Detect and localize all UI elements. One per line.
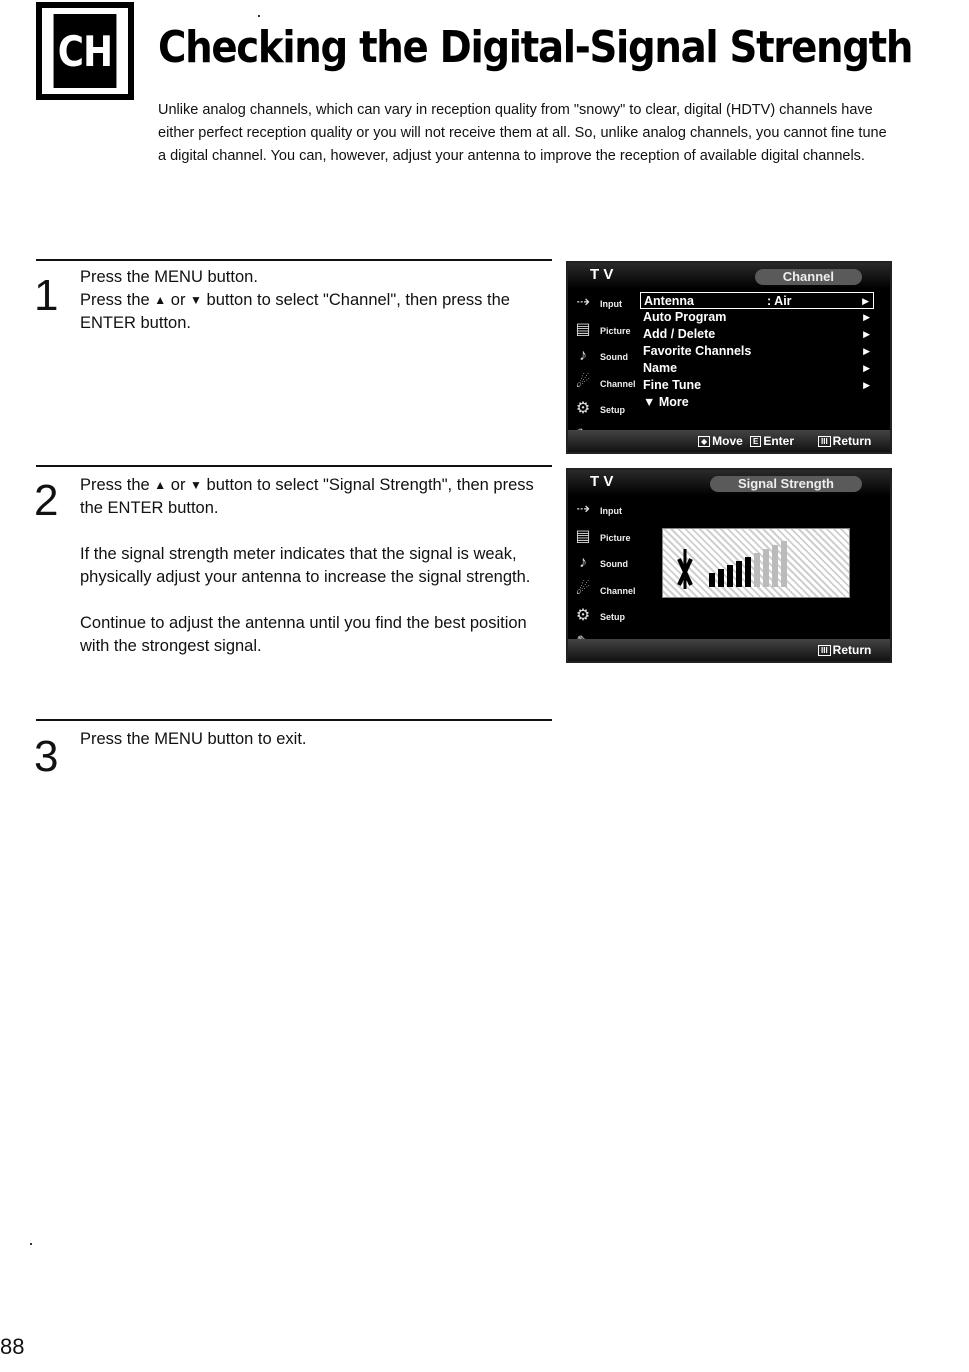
step-2-para-2: If the signal strength meter indicates that the signal is weak, physically adjust your antenna to increase the signal strength. <box>80 545 531 586</box>
channel-icon: ☄ <box>575 580 591 598</box>
step-3-line-1: Press the MENU button to exit. <box>80 730 307 748</box>
move-hint: ◆ Move <box>698 434 743 448</box>
signal-bar <box>718 569 724 587</box>
osd-menu-title: Signal Strength <box>710 476 862 492</box>
osd-menu-item-name[interactable]: Name ▶ <box>643 361 870 375</box>
return-hint: III Return <box>818 643 871 657</box>
osd-sidebar-item-picture[interactable]: ▤ Picture <box>570 525 636 552</box>
step-1-divider <box>36 259 552 261</box>
osd-sidebar <box>570 498 636 657</box>
signal-strength-meter <box>662 528 850 598</box>
up-arrow-icon: ▲ <box>154 478 167 492</box>
osd-tv-label: T V <box>590 266 614 283</box>
signal-bar <box>772 545 778 587</box>
down-arrow-icon: ▼ <box>190 293 202 307</box>
chevron-right-icon: ▶ <box>863 312 870 322</box>
move-key-icon: ◆ <box>698 436 710 447</box>
enter-hint: E Enter <box>750 434 794 448</box>
osd-sidebar-item-setup[interactable]: ⚙ Setup <box>570 397 636 424</box>
osd-menu-item-more[interactable]: ▼ More <box>643 395 689 409</box>
ch-section-badge <box>36 2 134 100</box>
return-hint: III Return <box>818 434 871 448</box>
step-2-text <box>80 474 550 681</box>
chevron-right-icon: ▶ <box>863 346 870 356</box>
step-2-para-3: Continue to adjust the antenna until you find the best position with the strongest signal. <box>80 614 527 655</box>
sound-icon: ♪ <box>579 554 587 571</box>
step-1-line-2: Press the ▲ or ▼ button to select "Channel", then press the ENTER button. <box>80 291 510 332</box>
tv-channel-menu-screenshot <box>566 261 892 454</box>
chevron-right-icon: ▶ <box>862 296 869 306</box>
osd-hint-bar <box>568 639 890 661</box>
step-1-line-1: Press the MENU button. <box>80 268 258 286</box>
setup-icon: ⚙ <box>575 400 591 417</box>
tv-signal-strength-screenshot <box>566 468 892 663</box>
osd-title-bar <box>568 263 890 289</box>
return-key-icon: III <box>818 645 831 656</box>
osd-sidebar-item-channel[interactable]: ☄ Channel <box>570 578 636 605</box>
chevron-right-icon: ▶ <box>863 363 870 373</box>
signal-bar <box>763 549 769 587</box>
osd-sidebar-item-picture[interactable]: ▤ Picture <box>570 318 636 345</box>
osd-hint-bar <box>568 430 890 452</box>
signal-bars-graphic <box>663 529 849 597</box>
intro-paragraph: Unlike analog channels, which can vary in reception quality from "snowy" to clear, digital (HDTV) channels have either perfect reception quality or you will not receive them at all. So, unlike analog channels, you cannot fine tune a digital channel. You can, however, adjust your antenna to improve the reception of available digital channels. <box>158 102 887 164</box>
setup-icon: ⚙ <box>575 607 591 624</box>
stray-dot <box>258 15 260 17</box>
osd-sidebar-item-channel[interactable]: ☄ Channel <box>570 371 636 398</box>
sound-icon: ♪ <box>579 347 587 364</box>
picture-icon: ▤ <box>575 527 591 545</box>
osd-sidebar-item-input[interactable]: ⇢ Input <box>570 498 636 525</box>
osd-menu-item-favorite-channels[interactable]: Favorite Channels ▶ <box>643 344 870 358</box>
ch-badge-text: CH <box>54 14 117 88</box>
return-key-icon: III <box>818 436 831 447</box>
osd-channel-list <box>640 292 874 411</box>
step-3-number: 3 <box>34 732 59 781</box>
step-1-text <box>80 266 550 335</box>
signal-bar <box>727 565 733 587</box>
stray-dot <box>30 1243 32 1245</box>
osd-menu-title: Channel <box>755 269 862 285</box>
step-2-divider <box>36 465 552 467</box>
osd-menu-item-antenna[interactable]: Antenna : Air ▶ <box>640 292 874 309</box>
page-number: 88 <box>0 1334 25 1359</box>
enter-key-icon: E <box>750 436 761 447</box>
step-3-divider <box>36 719 552 721</box>
antenna-value: : Air <box>767 294 792 308</box>
osd-menu-item-fine-tune[interactable]: Fine Tune ▶ <box>643 378 870 392</box>
signal-bar <box>781 541 787 587</box>
input-icon: ⇢ <box>576 501 590 518</box>
antenna-icon <box>679 549 691 589</box>
signal-bar <box>709 573 715 587</box>
signal-bar <box>754 553 760 587</box>
osd-sidebar <box>570 291 636 450</box>
step-3-text <box>80 728 550 751</box>
up-arrow-icon: ▲ <box>154 293 167 307</box>
signal-bar <box>745 557 751 587</box>
osd-menu-item-auto-program[interactable]: Auto Program ▶ <box>643 310 870 324</box>
input-icon: ⇢ <box>576 294 590 311</box>
step-2-para-1: Press the ▲ or ▼ button to select "Signal Strength", then press the ENTER button. <box>80 476 534 517</box>
chevron-right-icon: ▶ <box>863 380 870 390</box>
osd-sidebar-item-sound[interactable]: ♪ Sound <box>570 344 636 371</box>
picture-icon: ▤ <box>575 320 591 338</box>
step-1-number: 1 <box>34 271 59 320</box>
osd-tv-label: T V <box>590 473 614 490</box>
osd-sidebar-item-input[interactable]: ⇢ Input <box>570 291 636 318</box>
osd-title-bar <box>568 470 890 496</box>
channel-icon: ☄ <box>575 373 591 391</box>
signal-bar <box>736 561 742 587</box>
chevron-right-icon: ▶ <box>863 329 870 339</box>
down-arrow-icon: ▼ <box>190 478 202 492</box>
osd-sidebar-item-setup[interactable]: ⚙ Setup <box>570 604 636 631</box>
step-2-number: 2 <box>34 476 59 525</box>
osd-menu-item-add-delete[interactable]: Add / Delete ▶ <box>643 327 870 341</box>
osd-sidebar-item-sound[interactable]: ♪ Sound <box>570 551 636 578</box>
page-title: Checking the Digital-Signal Strength <box>158 22 913 73</box>
